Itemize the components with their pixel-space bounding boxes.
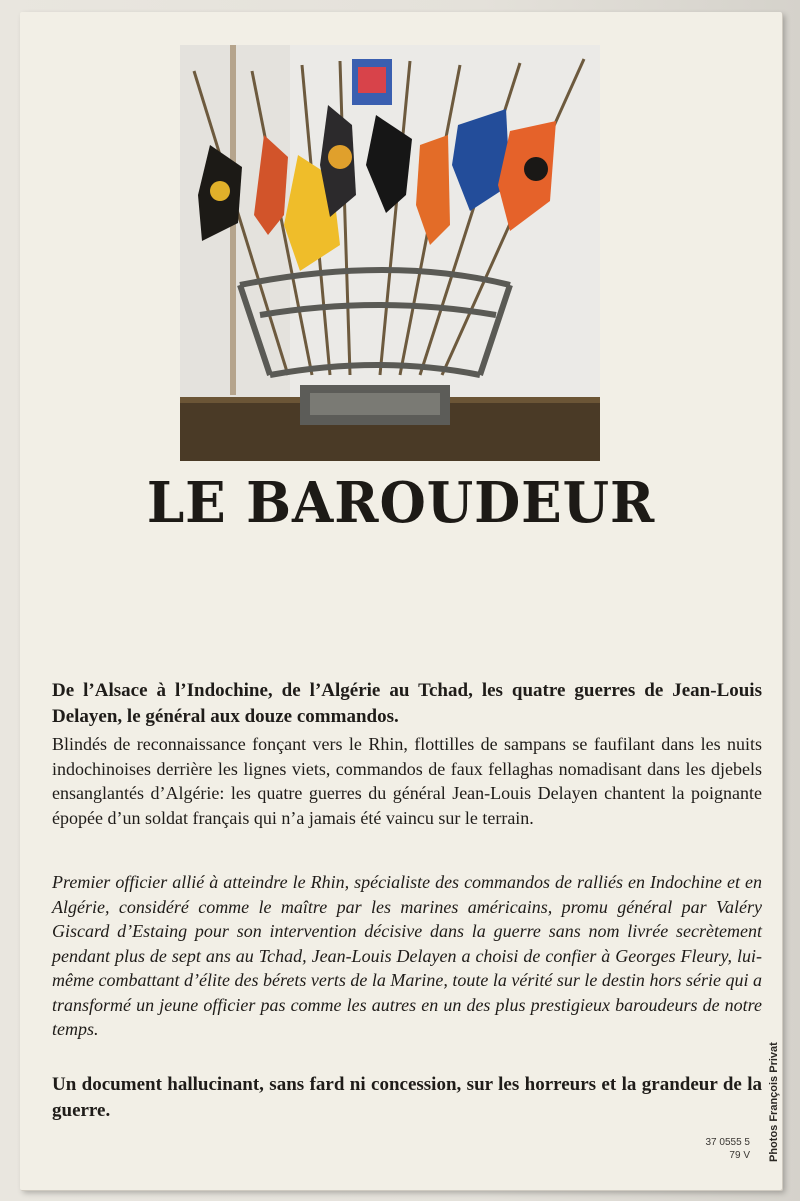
lead-paragraph: De l’Alsace à l’Indochine, de l’Algérie au Tchad, les quatre guerres de Jean-Louis Delayen, le général aux douze commandos.: [52, 680, 762, 727]
catalog-code: [670, 1136, 750, 1162]
book-title: LE BAROUDEUR: [146, 470, 656, 536]
body-paragraph: Blindés de reconnaissance fonçant vers le Rhin, flottilles de sampans se faufilant dans les nuits indochinoises derrière les lignes viets, commandos de faux fellaghas nomadisant dans les djebels ensanglantés d’Algérie: les quatre guerres du général Jean-Louis Delayen chantent la poignante épopée d’un soldat français qui n’a jamais été vaincu sur le terrain.: [52, 734, 762, 828]
book-back-cover: [20, 12, 782, 1190]
catalog-code-line-2: 79 V: [729, 1150, 750, 1161]
catalog-code-line-1: 37 0555 5: [705, 1137, 750, 1148]
photo-credit: Photos François Privat: [768, 1042, 780, 1162]
italic-paragraph: Premier officier allié à atteindre le Rhin, spécialiste des commandos de ralliés en Indochine et en Algérie, considéré comme le maître par les marines américains, promu général par Valéry Giscard d’Estaing pour son intervention décisive dans la guerre sans nom livrée secrètement pendant plus de sept ans au Tchad, Jean-Louis Delayen a choisi de confier à Georges Fleury, lui-même combattant d’élite des bérets verts de la Marine, toute la vérité sur le destin hors série qui a transformé un jeune officier pas comme les autres en un des plus prestigieux baroudeurs de notre temps.: [52, 872, 762, 1039]
cover-photo: [180, 45, 600, 461]
closing-paragraph: Un document hallucinant, sans fard ni concession, sur les horreurs et la grandeur de la guerre.: [52, 1074, 762, 1121]
